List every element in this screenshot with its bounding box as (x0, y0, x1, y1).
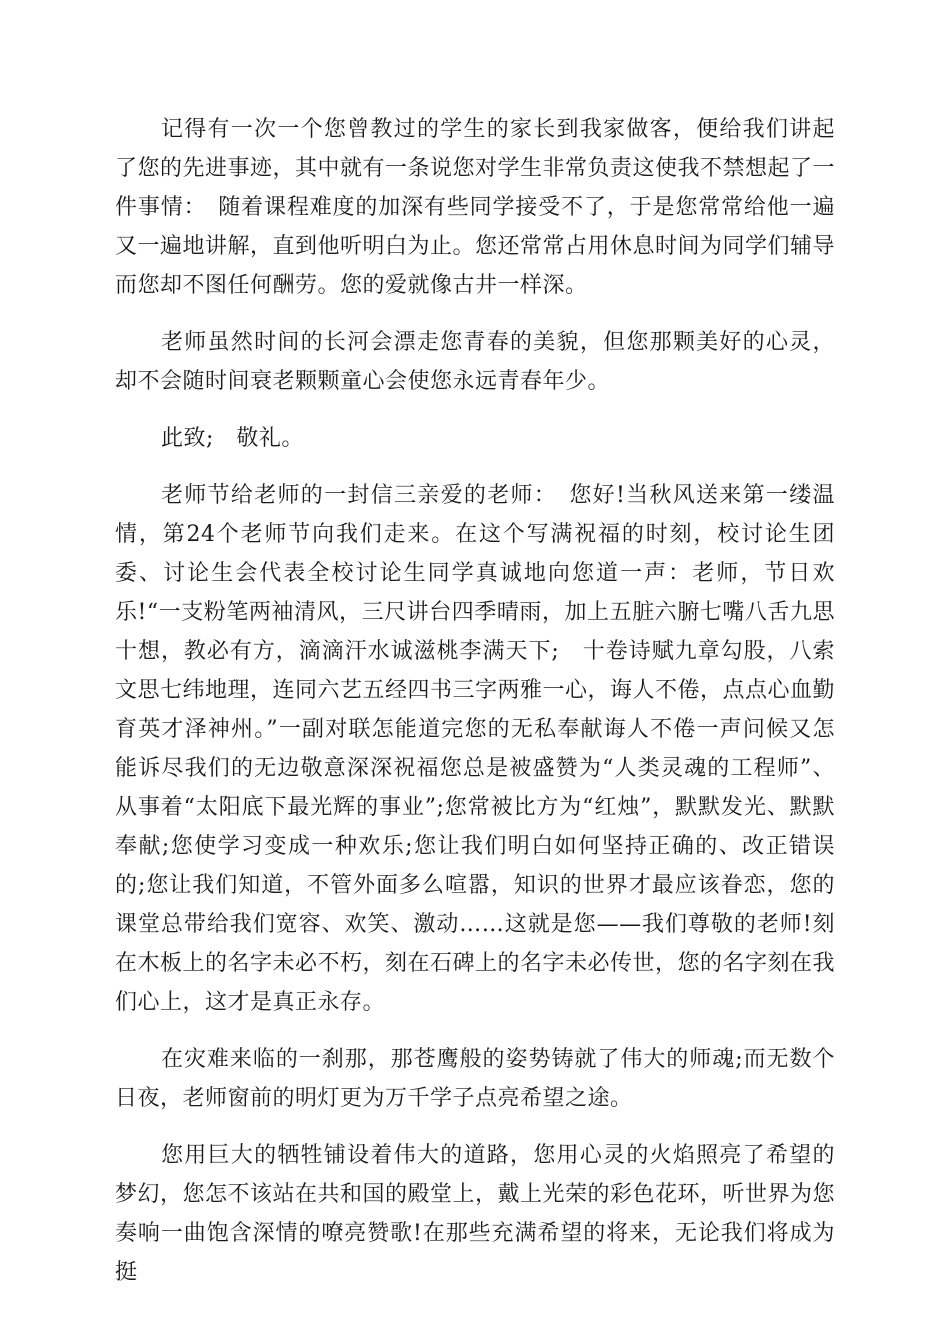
document-body (115, 110, 835, 1310)
paragraph-4: 老师节给老师的一封信三亲爱的老师： 您好!当秋风送来第一缕温情，第24个老师节向我们走来。在这个写满祝福的时刻，校讨论生团委、讨论生会代表全校讨论生同学真诚地向您道一声：老师，节日欢乐!“一支粉笔两袖清风，三尺讲台四季晴雨，加上五脏六腑七嘴八舌九思十想，教必有方，滴滴汗水诚滋桃李满天下; 十卷诗赋九章勾股，八索文思七纬地理，连同六艺五经四书三字两雅一心，诲人不倦，点点心血勤育英才泽神州。”一副对联怎能道完您的无私奉献诲人不倦一声问候又怎能诉尽我们的无边敬意深深祝福您总是被盛赞为“人类灵魂的工程师”、从事着“太阳底下最光辉的事业”;您常被比方为“红烛”，默默发光、默默奉献;您使学习变成一种欢乐;您让我们明白如何坚持正确的、改正错误的;您让我们知道，不管外面多么喧嚣，知识的世界才最应该眷恋，您的课堂总带给我们宽容、欢笑、激动……这就是您——我们尊敬的老师!刻在木板上的名字未必不朽，刻在石碑上的名字未必传世，您的名字刻在我们心上，这才是真正永存。 (115, 483, 836, 1015)
paragraph-1: 记得有一次一个您曾教过的学生的家长到我家做客，便给我们讲起了您的先进事迹，其中就有一条说您对学生非常负责这使我不禁想起了一件事情： 随着课程难度的加深有些同学接受不了，于是您常常给他一遍又一遍地讲解，直到他听明白为止。您还常常占用休息时间为同学们辅导而您却不图任何酬劳。您的爱就像古井一样深。 (115, 117, 836, 298)
paragraph-5: 在灾难来临的一刹那，那苍鹰般的姿势铸就了伟大的师魂;而无数个日夜，老师窗前的明灯更为万千学子点亮希望之途。 (115, 1047, 835, 1111)
paragraph-2: 老师虽然时间的长河会漂走您青春的美貌，但您那颗美好的心灵，却不会随时间衰老颗颗童心会使您永远青春年少。 (115, 330, 835, 394)
paragraph-6: 您用巨大的牺牲铺设着伟大的道路，您用心灵的火焰照亮了希望的梦幻，您怎不该站在共和国的殿堂上，戴上光荣的彩色花环，听世界为您奏响一曲饱含深情的嘹亮赞歌!在那些充满希望的将来，无论我们将成为挺 (115, 1143, 836, 1285)
paragraph-3: 此致; 敬礼。 (161, 426, 304, 451)
